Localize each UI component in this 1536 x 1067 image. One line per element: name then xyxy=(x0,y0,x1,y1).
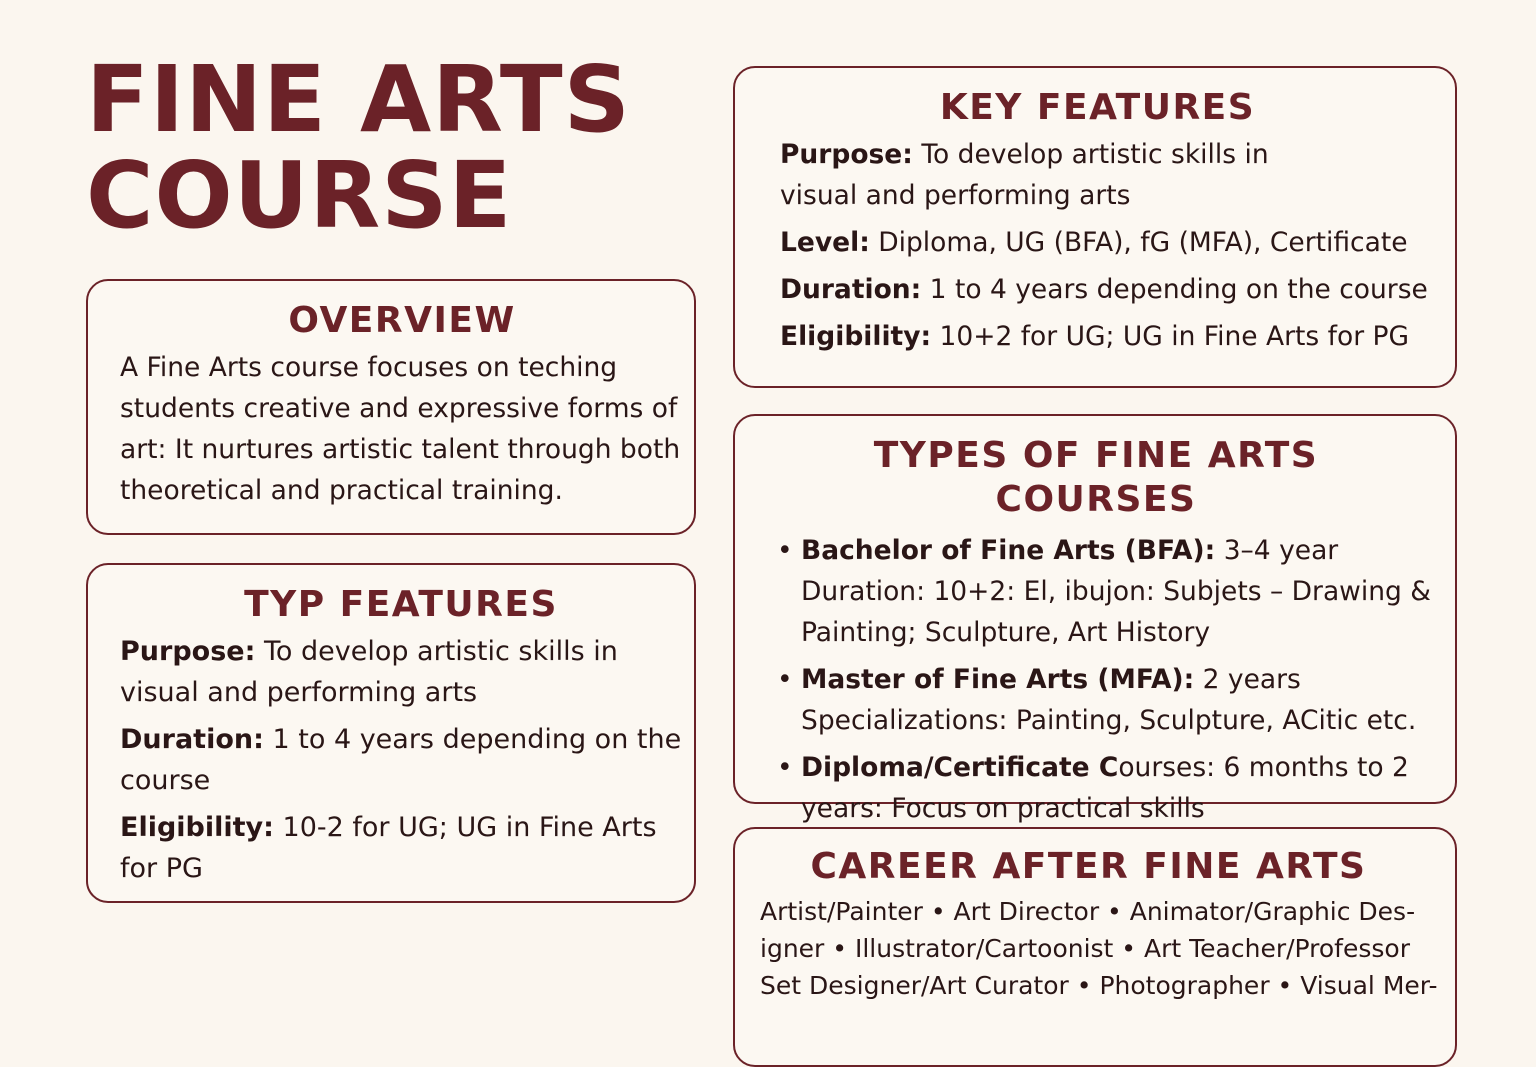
diploma-value: ourses: 6 months to 2 years: Focus on practical skills xyxy=(801,752,1409,824)
typ-duration-row xyxy=(120,719,682,801)
typ-purpose-value: To develop artistic skills in visual and performing arts xyxy=(120,636,618,708)
course-types-heading: TYPES OF FINE ARTS COURSES xyxy=(873,435,1319,520)
career-heading: CAREER AFTER FINE ARTS xyxy=(810,846,1367,887)
career-card xyxy=(733,827,1457,1067)
typ-purpose-label: Purpose: xyxy=(120,636,256,667)
key-duration-value: 1 to 4 years depending on the course xyxy=(921,274,1428,305)
key-level-value: Diploma, UG (BFA), fG (MFA), Certificate xyxy=(869,227,1408,258)
key-level-label: Level: xyxy=(780,227,870,258)
overview-heading: OVERVIEW xyxy=(288,300,516,341)
course-types-card xyxy=(733,414,1457,824)
diploma-label: Diploma/Certificate C xyxy=(801,752,1119,783)
typ-eligibility-label: Eligibility: xyxy=(120,812,274,843)
key-purpose-row xyxy=(780,134,1300,216)
key-purpose-label: Purpose: xyxy=(780,139,913,170)
list-item-mfa xyxy=(777,659,1445,741)
key-duration-label: Duration: xyxy=(780,274,922,305)
key-eligibility-row xyxy=(780,316,1445,357)
typ-features-heading: TYP FEATURES xyxy=(244,584,558,625)
overview-card xyxy=(86,279,696,535)
typ-eligibility-row xyxy=(120,807,682,889)
career-list-text: Artist/Painter • Art Director • Animator/Graphic Designer • Illustrator/Cartoonist • Art Teacher/Professor Set Designer/Art Curator • Photographer • Visual Mer- xyxy=(760,897,1438,1000)
typ-duration-value: 1 to 4 years depending on the course xyxy=(120,724,682,796)
bfa-label: Bachelor of Fine Arts (BFA): xyxy=(801,535,1216,566)
list-item-bfa xyxy=(777,530,1445,653)
course-types-list xyxy=(777,530,1445,829)
page-title-line-2: COURSE xyxy=(86,142,513,249)
key-level-row xyxy=(780,222,1445,263)
bfa-value: 3–4 year Duration: 10+2: El, ibujon: Subjets – Drawing & Painting; Sculpture, Art History xyxy=(801,535,1431,648)
page-title-line-1: FINE ARTS xyxy=(86,46,631,153)
overview-text: A Fine Arts course focuses on teching students creative and expressive forms of art: It nurtures artistic talent through both theoretical and practical training. xyxy=(120,352,681,506)
typ-eligibility-value: 10-2 for UG; UG in Fine Arts for PG xyxy=(120,812,657,884)
key-purpose-value: To develop artistic skills in visual and performing arts xyxy=(780,139,1269,211)
bullet-icon: • xyxy=(777,535,793,566)
typ-features-card xyxy=(86,563,696,903)
typ-duration-label: Duration: xyxy=(120,724,264,755)
key-eligibility-label: Eligibility: xyxy=(780,321,932,352)
key-features-heading: KEY FEATURES xyxy=(939,87,1256,128)
mfa-value: 2 years Specializations: Painting, Sculpture, ACitic etc. xyxy=(801,664,1417,736)
bullet-icon: • xyxy=(777,752,793,783)
mfa-label: Master of Fine Arts (MFA): xyxy=(801,664,1195,695)
typ-purpose-row xyxy=(120,631,682,713)
key-duration-row xyxy=(780,269,1445,310)
key-eligibility-value: 10+2 for UG; UG in Fine Arts for PG xyxy=(931,321,1410,352)
list-item-diploma xyxy=(777,747,1445,829)
page-title xyxy=(86,46,706,249)
bullet-icon: • xyxy=(777,664,793,695)
key-features-card xyxy=(733,66,1457,388)
